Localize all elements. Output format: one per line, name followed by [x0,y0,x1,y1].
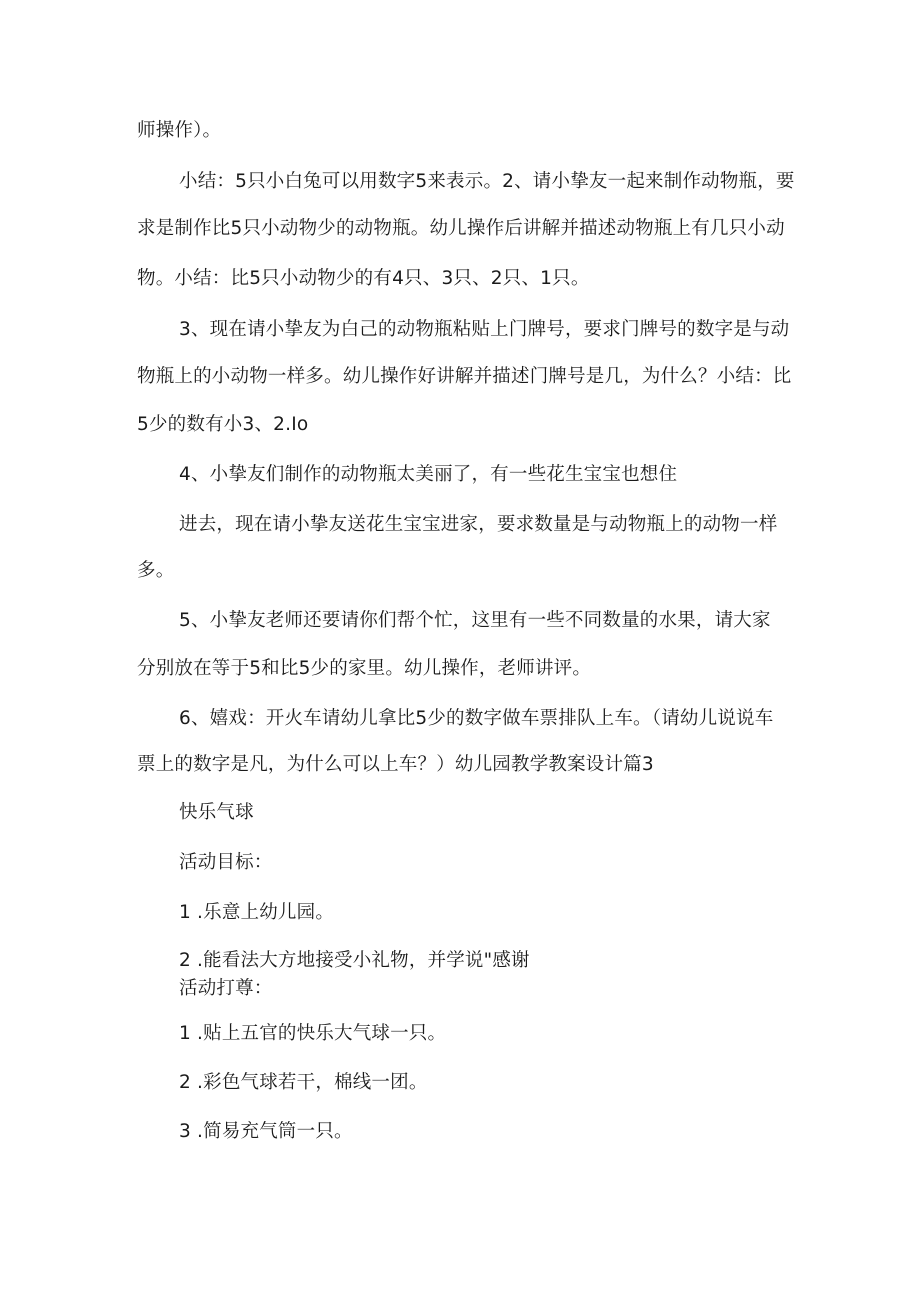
text-line: 求是制作比5只小动物少的动物瓶。幼儿操作后讲解并描述动物瓶上有几只小动 [137,218,785,239]
text-line: 5少的数有小3、2.Io [137,414,309,435]
text-line: 5、小挚友老师还要请你们帮个忙，这里有一些不同数量的水果，请大家 [179,610,771,631]
text-line: 进去，现在请小挚友送花生宝宝进家，要求数量是与动物瓶上的动物一样 [179,514,778,535]
text-line: 6、嬉戏：开火车请幼儿拿比5少的数字做车票排队上车。（请幼儿说说车 [179,708,774,729]
text-line: 物瓶上的小动物一样多。幼儿操作好讲解并描述门牌号是几，为什么？小结：比 [137,366,792,387]
text-line: 小结：5只小白兔可以用数字5来表示。2、请小挚友一起来制作动物瓶，要 [179,171,795,192]
text-line: 3、现在请小挚友为白己的动物瓶粘贴上门牌号，要求门牌号的数字是与动 [179,319,790,340]
text-line: 多。 [137,560,175,581]
text-line: 2 .能看法大方地接受小礼物，并学说"感谢 [179,950,530,971]
text-line: 3 .简易充气筒一只。 [179,1121,353,1142]
text-line: 票上的数字是凡，为什么可以上车？）幼儿园教学教案设计篇3 [137,754,654,775]
text-line: 物。小结：比5只小动物少的有4只、3只、2只、1只。 [137,268,590,289]
text-line: 1 .乐意上幼儿园。 [179,902,335,923]
text-line: 分别放在等于5和比5少的家里。幼儿操作，老师讲评。 [137,658,592,679]
text-line: 1 .贴上五官的快乐大气球一只。 [179,1023,447,1044]
text-line: 师操作）。 [137,120,222,141]
text-line: 活动目标： [179,852,273,873]
text-line: 4、小挚友们制作的动物瓶太美丽了，有一些花生宝宝也想住 [179,464,678,485]
text-line: 2 .彩色气球若干，棉线一团。 [179,1072,428,1093]
text-line: 快乐气球 [179,802,254,823]
text-line: 活动打尊： [179,978,273,999]
